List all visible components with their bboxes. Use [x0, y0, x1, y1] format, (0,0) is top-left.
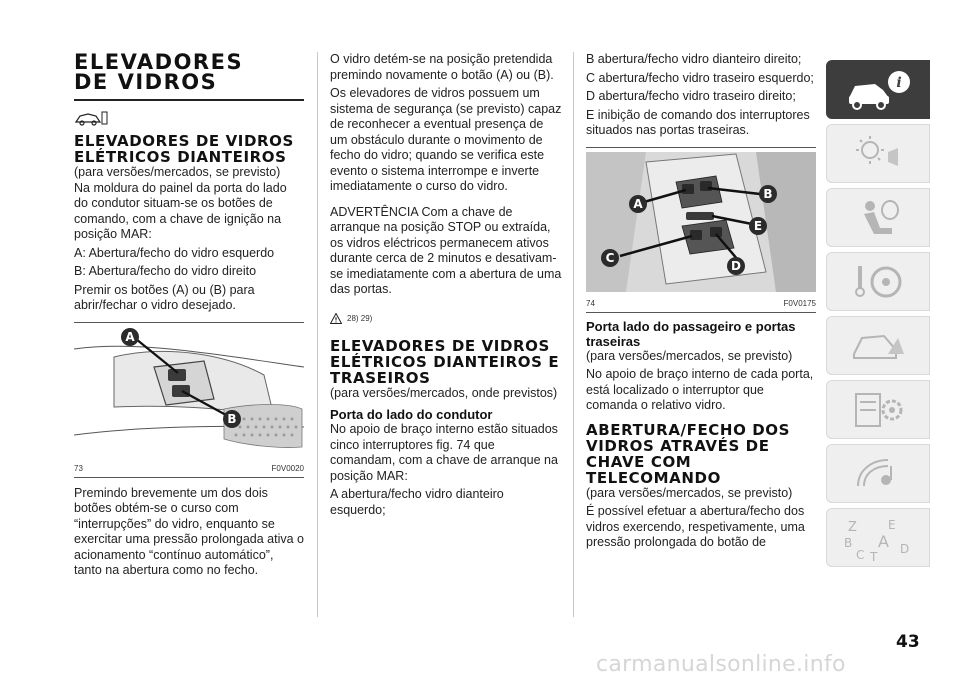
figure-number: 74 [586, 298, 595, 308]
paragraph: (para versões/mercados, se previsto) [74, 165, 281, 179]
page-number: 43 [896, 632, 920, 652]
paragraph: Premir os botões (A) ou (B) para abrir/fechar o vidro desejado. [74, 282, 255, 312]
figure-rule [586, 312, 816, 313]
chapter-tab-maintenance[interactable] [826, 380, 930, 439]
car-info-icon [843, 68, 913, 112]
chapter-tab-multimedia[interactable] [826, 444, 930, 503]
paragraph: ADVERTÊNCIA Com a chave de arranque na posição STOP ou extraída, os vidros eléctricos permanecem ativos durante cerca de 2 minutos e desativam-se imediatamente com a abertura de uma das portas. [330, 204, 562, 296]
warning-lights-icon [848, 132, 908, 176]
paragraph: É possível efetuar a abertura/fecho dos vidros exercendo, respetivamente, uma pressão prolongada do botão de [586, 504, 805, 549]
figure-caption [586, 299, 816, 308]
figure-rule [74, 477, 304, 478]
watermark-text: carmanualsonline.info [596, 652, 846, 677]
label-b: B [227, 411, 237, 426]
warning-triangle-icon [330, 313, 342, 324]
chapter-tabs [826, 60, 930, 572]
column-2 [330, 52, 562, 518]
reference-numbers: 28) 29) [347, 314, 373, 323]
info-glyph: i [896, 74, 902, 91]
figure-code: F0V0020 [271, 463, 304, 473]
figure-caption [74, 464, 304, 473]
chapter-tab-knowing-vehicle[interactable] [826, 60, 930, 119]
section-title: ELEVADORES DE VIDROS [74, 50, 244, 94]
paragraph: B abertura/fecho vidro dianteiro direito; [586, 52, 802, 66]
steering-wheel-icon [848, 260, 908, 304]
five-switch-panel-illustration [586, 152, 816, 292]
figure-number: 73 [74, 463, 83, 473]
index-letter: D [900, 541, 910, 556]
warning-references [330, 306, 562, 332]
paragraph: E inibição de comando dos interruptores situados nas portas traseiras. [586, 107, 810, 137]
column-3 [586, 52, 816, 551]
label-c: C [605, 250, 615, 265]
paragraph: (para versões/mercados, se previsto) [586, 348, 793, 363]
figure-code: F0V0175 [783, 298, 816, 308]
chapter-tab-safety[interactable] [826, 188, 930, 247]
chapter-tab-emergency[interactable] [826, 316, 930, 375]
column-divider [317, 52, 318, 617]
column-1 [74, 52, 304, 579]
label-e: E [753, 218, 763, 233]
paragraph: C abertura/fecho vidro traseiro esquerdo; [586, 70, 814, 85]
index-letter: Z [848, 519, 857, 535]
paragraph: D abertura/fecho vidro traseiro direito; [586, 89, 796, 103]
label-b: B [763, 186, 773, 201]
chapter-tab-index[interactable] [826, 508, 930, 567]
multimedia-icon [848, 452, 908, 496]
index-letter: E [888, 517, 896, 532]
label-d: D [731, 258, 741, 273]
alphabet-index-icon [838, 513, 918, 563]
paragraph: Premindo brevemente um dos dois botões obtém-se o curso com “interrupções” do vidro, enquanto se exercitar uma pressão prolongada ativa o acionamento “contínuo automático”, tanto na abertura como no fecho. [74, 485, 304, 577]
vehicle-equipment-icon [74, 107, 304, 129]
driver-door-switch-illustration [74, 327, 304, 457]
airbag-seat-icon [848, 196, 908, 240]
paragraph: (para versões/mercados, se previsto) [586, 485, 793, 500]
figure-73 [74, 327, 304, 473]
index-letter: B [844, 535, 853, 550]
index-letter: T [870, 549, 878, 563]
paragraph: (para versões/mercados, onde previstos) [330, 385, 558, 400]
car-emergency-icon [848, 324, 908, 368]
paragraph: A abertura/fecho vidro dianteiro esquerdo; [330, 487, 504, 517]
index-letter: C [856, 547, 865, 562]
paragraph: B: Abertura/fecho do vidro direito [74, 264, 257, 278]
paragraph: A: Abertura/fecho do vidro esquerdo [74, 245, 275, 260]
gears-icon [848, 388, 908, 432]
subsection-title: ELEVADORES DE VIDROS ELÉTRICOS DIANTEIROS [74, 132, 294, 166]
paragraph: No apoio de braço interno estão situados cinco interruptores fig. 74 que comandam, com a chave de arranque na posição MAR: [330, 422, 558, 483]
paragraph: No apoio de braço interno de cada porta, está localizado o interruptor que comanda o relativo vidro. [586, 367, 814, 412]
subsection-title: ELEVADORES DE VIDROS ELÉTRICOS DIANTEIROS E TRASEIROS [330, 336, 560, 387]
minor-heading: Porta do lado do condutor [330, 407, 493, 422]
minor-heading: Porta lado do passageiro e portas traseiras [586, 318, 796, 349]
subsection-title: ABERTURA/FECHO DOS VIDROS ATRAVÉS DE CHAVE COM TELECOMANDO [586, 420, 791, 487]
figure-74 [586, 152, 816, 308]
column-divider [573, 52, 574, 617]
paragraph: Na moldura do painel da porta do lado do condutor situam-se os botões de comando, com a chave de ignição na posição MAR: [74, 180, 287, 241]
paragraph: O vidro detém-se na posição pretendida premindo novamente o botão (A) ou (B). [330, 52, 554, 82]
label-a: A [633, 196, 643, 211]
label-a: A [125, 329, 135, 344]
figure-rule [586, 147, 816, 148]
index-letter: A [878, 531, 889, 551]
chapter-tab-starting-driving[interactable] [826, 252, 930, 311]
title-rule [74, 99, 304, 101]
paragraph: Os elevadores de vidros possuem um sistema de segurança (se previsto) capaz de reconhecer a eventual presença de um obstáculo durante o movimento de fecho do vidro; quando se verifica este evento o sistema interrompe e inverte imediatamente o curso do vidro. [330, 86, 562, 193]
chapter-tab-dashboard[interactable] [826, 124, 930, 183]
figure-rule [74, 322, 304, 323]
